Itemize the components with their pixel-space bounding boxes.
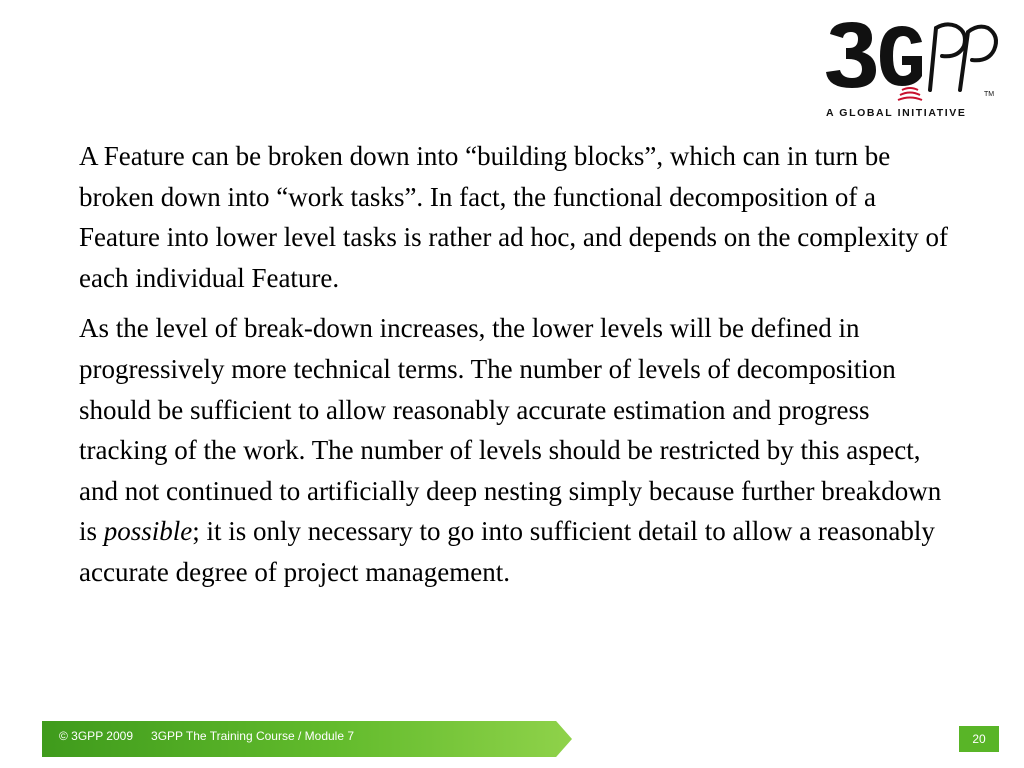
slide-footer bbox=[0, 721, 1024, 757]
footer-text bbox=[59, 729, 354, 743]
page-number: 20 bbox=[959, 726, 999, 752]
footer-copyright: © 3GPP 2009 bbox=[59, 729, 134, 743]
3gpp-logo bbox=[818, 12, 1008, 124]
paragraph-2-italic-word: possible bbox=[103, 516, 193, 547]
paragraph-2-text-after: ; it is only necessary to go into sufficient detail to allow a reasonably accurate degree of project management. bbox=[79, 516, 935, 587]
logo-tagline: A GLOBAL INITIATIVE bbox=[826, 107, 967, 119]
paragraph-2-text-before: As the level of break-down increases, the lower levels will be defined in progressively more technical terms. The number of levels of decomposition should be sufficient to allow reasonably accurate estimation and progress tracking of the work. The number of levels should be restricted by this aspect, and not continued to artificially deep nesting simply because further breakdown is bbox=[79, 313, 942, 547]
slide-body bbox=[79, 136, 959, 593]
logo-trademark: TM bbox=[984, 91, 995, 98]
body-paragraph-2 bbox=[79, 308, 959, 592]
body-paragraph-1: A Feature can be broken down into “building blocks”, which can in turn be broken down into “work tasks”. In fact, the functional decomposition of a Feature into lower level tasks is rather ad hoc, and depends on the complexity of each individual Feature. bbox=[79, 141, 948, 293]
footer-course-title: 3GPP The Training Course / Module 7 bbox=[151, 729, 355, 743]
3gpp-logo-mark bbox=[818, 12, 1008, 104]
